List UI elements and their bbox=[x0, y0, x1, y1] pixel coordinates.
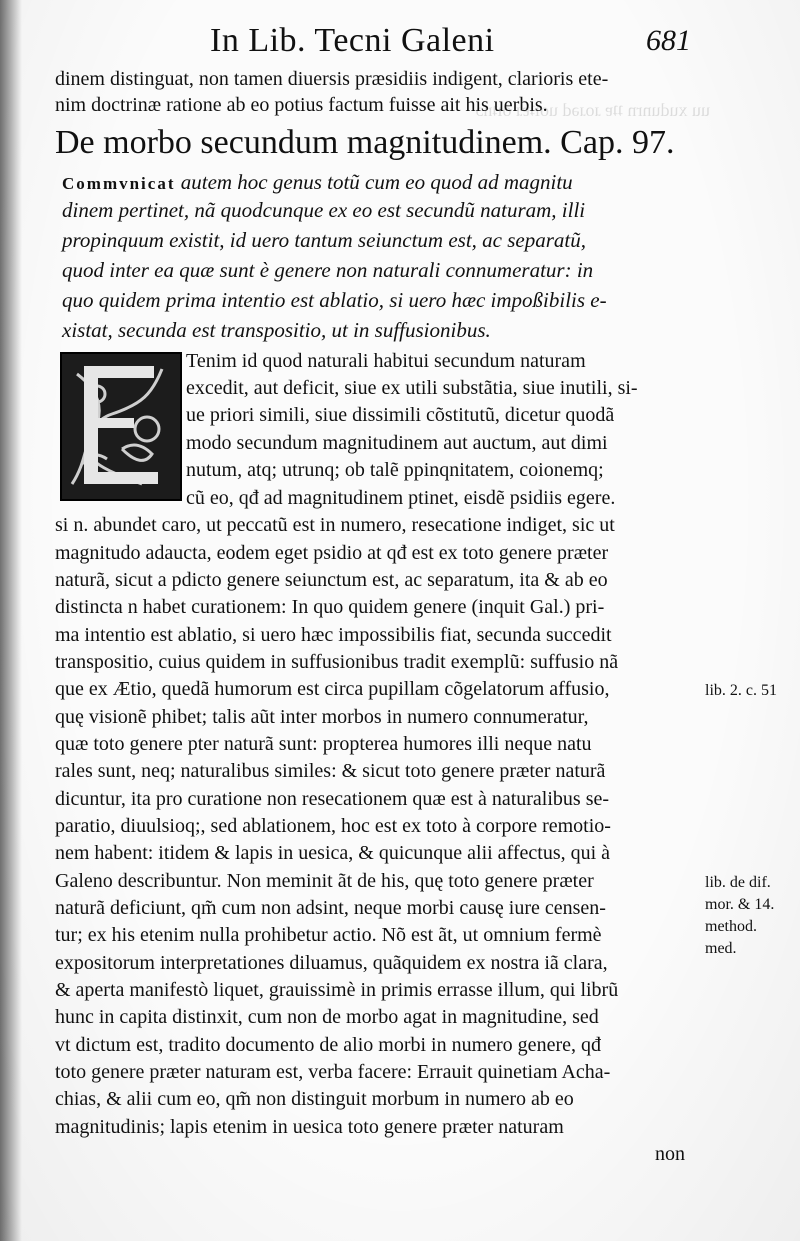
binding-shadow bbox=[0, 0, 22, 1241]
margin-note: lib. 2. c. 51 bbox=[705, 682, 777, 699]
text-line: toto genere præter naturam est, verba facere: Errauit quinetiam Acha- bbox=[55, 1061, 611, 1083]
text-line: dicuntur, ita pro curatione non resecationem quæ est à naturalibus se- bbox=[55, 788, 610, 810]
text-line: dinem distinguat, non tamen diuersis præsidiis indigent, clarioris ete- bbox=[55, 68, 609, 90]
margin-note-line: method. bbox=[705, 918, 757, 935]
text-line: distincta n habet curationem: In quo quidem genere (inquit Gal.) pri- bbox=[55, 596, 605, 618]
text-line: magnitudinis; lapis etenim in uesica toto genere præter naturam bbox=[55, 1116, 564, 1138]
text-lead: Commvnicat bbox=[62, 174, 176, 193]
text-line: & aperta manifestò liquet, grauissimè in primis errasse illum, qui librũ bbox=[55, 979, 619, 1001]
text-line: nutum, atq; utrunq; ob talẽ ppinqnitatem, coionemq; bbox=[186, 459, 604, 481]
text-line: naturã, sicut a pdicto genere seiunctum est, ac separatum, ita & ab eo bbox=[55, 569, 608, 591]
text-line: rales sunt, neq; naturalibus similes: & sicut toto genere præter naturã bbox=[55, 760, 606, 782]
page-number: 681 bbox=[646, 24, 691, 57]
text-line: transpositio, cuius quidem in suffusionibus tradit exemplũ: suffusio nã bbox=[55, 651, 619, 673]
text-line: xistat, secunda est transpositio, ut in suffusionibus. bbox=[62, 318, 491, 342]
margin-note bbox=[705, 872, 797, 960]
text-line: chias, & alii cum eo, qm̃ non distinguit morbum in numero ab eo bbox=[55, 1088, 574, 1110]
text-line: magnitudo adaucta, eodem eget psidio at qđ est ex toto genere præter bbox=[55, 542, 609, 564]
text-line: dinem pertinet, nã quodcunque ex eo est secundũ naturam, illi bbox=[62, 198, 586, 222]
text-line: quę visionẽ phibet; talis aũt inter morbos in numero connumeratur, bbox=[55, 706, 589, 728]
decorated-initial bbox=[60, 352, 182, 501]
text-line: ma intentio est ablatio, si uero hæc impossibilis fiat, secunda succedit bbox=[55, 624, 612, 646]
text-line: ue priori simili, siue dissimili cõstitutũ, dicetur quodã bbox=[186, 404, 615, 426]
margin-note-line: lib. de dif. bbox=[705, 874, 771, 891]
text-line: si n. abundet caro, ut peccatũ est in numero, resecatione indiget, sic ut bbox=[55, 514, 615, 536]
text-line: vt dictum est, tradito documento de alio morbi in numero genere, qđ bbox=[55, 1034, 601, 1056]
text-line: hunc in capita distinxit, cum non de morbo agat in magnitudine, sed bbox=[55, 1006, 599, 1028]
show-through-text: uu xudunrn ʇʇɐ ɹoɹǝd uoıʇɐɹ oıʇnɔ bbox=[475, 100, 710, 120]
text-line: quo quidem prima intentio est ablatio, si uero hæc impoßibilis e- bbox=[62, 288, 607, 312]
text-line: tur; ex his etenim nulla prohibetur actio. Nõ est ãt, ut omnium fermè bbox=[55, 924, 602, 946]
catchword: non bbox=[655, 1143, 685, 1165]
margin-note-line: mor. & 14. bbox=[705, 896, 775, 913]
text-line: quod inter ea quæ sunt è genere non naturali connumeratur: in bbox=[62, 258, 594, 282]
text-line: Galeno describuntur. Non meminit ãt de his, quę toto genere præter bbox=[55, 870, 594, 892]
chapter-title: De morbo secundum magnitudinem. Cap. 97. bbox=[55, 124, 675, 161]
text-line: excedit, aut deficit, siue ex utili substãtia, siue inutili, si- bbox=[186, 377, 638, 399]
text-line: que ex Ætio, quedã humorum est circa pupillam cõgelatorum affusio, bbox=[55, 678, 610, 700]
text-line: Tenim id quod naturali habitui secundum naturam bbox=[186, 350, 586, 372]
text-line: cũ eo, qđ ad magnitudinem ptinet, eisdẽ psidiis egere. bbox=[186, 487, 616, 509]
text-line: nim doctrinæ ratione ab eo potius factum fuisse ait his uerbis. bbox=[55, 94, 548, 116]
text-line bbox=[62, 168, 712, 198]
text-line: naturã deficiunt, qm̃ cum non adsint, neque morbi causę iure censen- bbox=[55, 897, 606, 919]
text-line: quæ toto genere pter naturã sunt: propterea humores illi neque natu bbox=[55, 733, 592, 755]
text-line-content: autem hoc genus totũ cum eo quod ad magnitu bbox=[175, 170, 573, 194]
running-head: In Lib. Tecni Galeni bbox=[210, 22, 495, 59]
page-header bbox=[210, 22, 710, 62]
floral-ornament-icon bbox=[62, 354, 180, 499]
text-line: expositorum interpretationes diluamus, quãquidem ex nostra iã clara, bbox=[55, 952, 608, 974]
margin-note-line: med. bbox=[705, 940, 737, 957]
text-line: modo secundum magnitudinem aut auctum, aut dimi bbox=[186, 432, 608, 454]
text-line: nem habent: itidem & lapis in uesica, & quicunque alii affectus, qui à bbox=[55, 842, 611, 864]
text-line: propinquum existit, id uero tantum seiunctum est, ac separatũ, bbox=[62, 228, 586, 252]
text-line: paratio, diuulsioq;, sed ablationem, hoc est ex toto à corpore remotio- bbox=[55, 815, 611, 837]
